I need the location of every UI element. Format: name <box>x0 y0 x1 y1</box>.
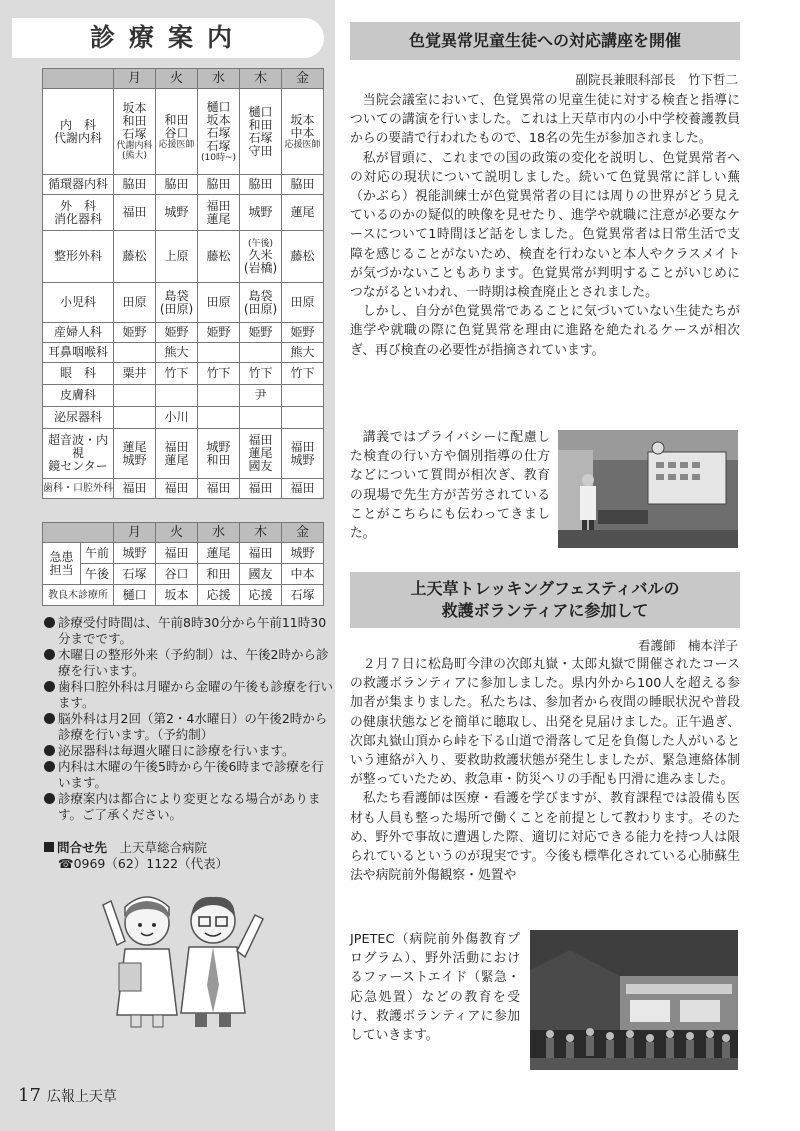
bullet-icon <box>44 713 55 724</box>
doctor-cell: 応援 <box>240 585 282 606</box>
doctor-cell <box>198 343 240 363</box>
article1-paragraph: 当院会議室において、色覚異常の児童生徒に対する検査と指導についての講演を行いました。これは上天草市内の小中学校養護教員からの要請で行われたもので、18名の先生が参加されました。 <box>350 93 741 147</box>
doctor-cell: 福田 <box>240 479 282 499</box>
doctor-cell: 蓮尾 城野 <box>114 429 156 479</box>
day-header: 月 <box>114 523 156 543</box>
doctor-cell: 福田 <box>114 195 156 231</box>
contact-phone: ☎0969（62）1122（代表） <box>58 856 229 871</box>
square-bullet-icon <box>44 842 54 852</box>
department-name: 耳鼻咽喉科 <box>43 343 114 363</box>
day-header: 木 <box>240 523 282 543</box>
schedule-row <box>43 363 324 385</box>
doctor-cell: 樋口 坂本 石塚 石塚 (10時~) <box>198 89 240 175</box>
article1-title: 色覚異常児童生徒への対応講座を開催 <box>350 22 740 60</box>
schedule-row <box>43 429 324 479</box>
doctor-cell: 姫野 <box>114 323 156 343</box>
doctor-cell: 福田 蓮尾 <box>198 195 240 231</box>
day-header: 金 <box>282 69 324 89</box>
emergency-pm-row <box>43 564 324 585</box>
training-row <box>43 585 324 606</box>
lecture-photo <box>558 430 738 548</box>
department-name: 皮膚科 <box>43 385 114 407</box>
emergency-header-row <box>43 523 324 543</box>
doctor-cell: 島袋 (田原) <box>156 283 198 323</box>
publication-name: 広報上天草 <box>46 1089 117 1105</box>
doctor-cell: 中本 <box>282 564 324 585</box>
doctor-cell: 応援 <box>198 585 240 606</box>
department-name: 歯科・口腔外科 <box>43 479 114 499</box>
doctor-cell: 福田 <box>156 543 198 564</box>
page-number: 17 <box>18 1085 41 1106</box>
doctor-cell: 城野 <box>282 543 324 564</box>
doctor-cell: 脇田 <box>114 175 156 195</box>
doctor-cell: 竹下 <box>198 363 240 385</box>
department-name: 眼 科 <box>43 363 114 385</box>
doctor-cell <box>114 343 156 363</box>
department-name: 産婦人科 <box>43 323 114 343</box>
doctor-cell: 田原 <box>282 283 324 323</box>
article1-author: 副院長兼眼科部長 竹下哲二 <box>575 72 738 87</box>
doctor-cell: 粟井 <box>114 363 156 385</box>
doctor-cell <box>114 385 156 407</box>
doctor-cell: 福田 城野 <box>282 429 324 479</box>
doctor-cell: 城野 <box>156 195 198 231</box>
department-name: 泌尿器科 <box>43 407 114 429</box>
doctor-cell: 熊大 <box>282 343 324 363</box>
doctor-cell <box>282 407 324 429</box>
contact-block <box>44 840 334 872</box>
doctor-cell: 蓮尾 <box>198 543 240 564</box>
doctor-cell: 福田 <box>198 479 240 499</box>
doctor-cell: 和田 <box>198 564 240 585</box>
training-label: 教良木診療所 <box>43 585 114 606</box>
article1-paragraph: しかし、自分が色覚異常であることに気づいていない生徒たちが進学や就職の際に色覚異常を理由に進路を絶たれるケースが相次ぎ、再び検査の必要性が指摘されています。 <box>350 304 740 358</box>
bullet-icon <box>44 617 55 628</box>
department-name: 外 科 消化器科 <box>43 195 114 231</box>
emergency-table <box>42 522 324 606</box>
day-header: 水 <box>198 523 240 543</box>
department-name: 小児科 <box>43 283 114 323</box>
day-header: 木 <box>240 69 282 89</box>
schedule-row <box>43 89 324 175</box>
doctor-cell: 坂本 和田 石塚 代謝内科 (熊大) <box>114 89 156 175</box>
article2-paragraph: ２月７日に松島町今津の次郎丸嶽・太郎丸嶽で開催されたコースの救護ボランティアに参加しました。県内外から100人を超える参加者が集まりました。私たちは、参加者から夜間の睡眠状況や普段の健康状態などを簡単に聴取し、出発を見届けました。正午過ぎ、次郎丸嶽山頂から峠を下る山道で滑落して足を負傷した人がいるという連絡が入り、要救助救護状態が発生しましたが、緊急連絡体制が整っていたため、救急車・防災ヘリの手配も円滑に進みました。 <box>350 657 741 788</box>
note-item: 診療受付時間は、午前8時30分から午前11時30分までです。 <box>44 615 334 647</box>
department-name: 超音波・内視 鏡センター <box>43 429 114 479</box>
doctor-cell <box>114 407 156 429</box>
article2-title: 上天草トレッキングフェスティバルの 救護ボランティアに参加して <box>350 572 740 628</box>
article2-tail: JPETEC（病院前外傷教育プログラム）、野外活動におけるファーストエイド（緊急・応急処置）などの教育を受け、救護ボランティアに参加していきます。 <box>350 932 520 1044</box>
doctor-cell: 城野 和田 <box>198 429 240 479</box>
department-name: 循環器内科 <box>43 175 114 195</box>
department-name: 内 科 代謝内科 <box>43 89 114 175</box>
doctor-cell: 田原 <box>198 283 240 323</box>
note-item: 泌尿器科は毎週火曜日に診療を行います。 <box>44 743 334 759</box>
schedule-row <box>43 407 324 429</box>
article1-paragraph: 私が冒頭に、これまでの国の政策の変化を説明し、色覚異常者への対応の現状について説明しました。続いて色覚異常に詳しい蕪（かぶら）視能訓練士が色覚異常者の目には周りの世界がどう見えているのかの疑似的映像を見せたり、進学や就職に注意が必要なケースについて1時間ほど話をしました。色覚異常者は日常生活で支障を感じることがないため、検査を行わないと本人やクラスメイトが気づかないこともあります。色覚異常が判明することがいじめにつながるといわれ、一時期は検査廃止とされました。 <box>350 150 740 301</box>
doctor-cell: 熊大 <box>156 343 198 363</box>
nurse-doctor-illustration <box>95 885 270 1030</box>
doctor-cell: 脇田 <box>198 175 240 195</box>
doctor-cell: 藤松 <box>198 231 240 283</box>
doctor-cell: 福田 <box>156 479 198 499</box>
doctor-cell: (午後) 久米 (岩橋) <box>240 231 282 283</box>
doctor-cell: 藤松 <box>114 231 156 283</box>
doctor-cell: 和田 谷口 応援医師 <box>156 89 198 175</box>
doctor-cell: 上原 <box>156 231 198 283</box>
note-item: 脳外科は月2回（第2・4水曜日）の午後2時から診療を行います。（予約制） <box>44 711 334 743</box>
contact-label: 問合せ先 <box>57 840 108 855</box>
doctor-cell: 谷口 <box>156 564 198 585</box>
doctor-cell: 藤松 <box>282 231 324 283</box>
day-header: 金 <box>282 523 324 543</box>
doctor-cell: 脇田 <box>156 175 198 195</box>
day-header: 火 <box>156 523 198 543</box>
doctor-cell: 福田 <box>114 479 156 499</box>
day-header: 水 <box>198 69 240 89</box>
doctor-cell <box>198 385 240 407</box>
doctor-cell: 石塚 <box>114 564 156 585</box>
bullet-icon <box>44 649 55 660</box>
doctor-cell: 脇田 <box>282 175 324 195</box>
doctor-cell: 城野 <box>114 543 156 564</box>
clinic-schedule-table <box>42 68 324 499</box>
schedule-row <box>43 385 324 407</box>
section-title: 診療案内 <box>12 18 324 58</box>
doctor-cell: 福田 <box>282 479 324 499</box>
doctor-cell: 福田 蓮尾 國友 <box>240 429 282 479</box>
am-label: 午前 <box>81 543 114 564</box>
doctor-cell: 國友 <box>240 564 282 585</box>
emergency-am-row <box>43 543 324 564</box>
emergency-corner <box>43 523 114 543</box>
doctor-cell <box>156 385 198 407</box>
note-item: 内科は木曜の午後5時から午後6時まで診療を行います。 <box>44 759 334 791</box>
day-header: 月 <box>114 69 156 89</box>
doctor-cell: 石塚 <box>282 585 324 606</box>
doctor-figure-icon <box>181 897 263 1027</box>
pm-label: 午後 <box>81 564 114 585</box>
article1-tail: 講義ではプライバシーに配慮した検査の行い方や個別指導の仕方などについて質問が相次ぎ、教育の現場で先生方が苦労されていることがこちらにも伝わってきました。 <box>350 430 550 542</box>
doctor-cell: 尹 <box>240 385 282 407</box>
bullet-icon <box>44 793 55 804</box>
doctor-cell: 樋口 和田 石塚 守田 <box>240 89 282 175</box>
doctor-cell: 竹下 <box>240 363 282 385</box>
day-header: 火 <box>156 69 198 89</box>
schedule-corner <box>43 69 114 89</box>
schedule-row <box>43 479 324 499</box>
note-item: 歯科口腔外科は月曜から金曜の午後も診療を行います。 <box>44 679 334 711</box>
department-name: 整形外科 <box>43 231 114 283</box>
contact-name: 上天草総合病院 <box>119 840 208 855</box>
bullet-icon <box>44 761 55 772</box>
doctor-cell: 樋口 <box>114 585 156 606</box>
doctor-cell: 福田 <box>240 543 282 564</box>
page-footer <box>18 1085 117 1106</box>
bullet-icon <box>44 681 55 692</box>
article1-body <box>350 91 740 360</box>
article2-author: 看護師 楠本洋子 <box>637 638 738 653</box>
schedule-column <box>0 0 335 1131</box>
doctor-cell: 蓮尾 <box>282 195 324 231</box>
article2-body <box>350 655 740 885</box>
schedule-row <box>43 283 324 323</box>
doctor-cell: 姫野 <box>198 323 240 343</box>
notes-list <box>44 615 334 823</box>
doctor-cell: 姫野 <box>240 323 282 343</box>
doctor-cell <box>240 407 282 429</box>
doctor-cell: 姫野 <box>156 323 198 343</box>
doctor-cell: 竹下 <box>156 363 198 385</box>
schedule-row <box>43 343 324 363</box>
doctor-cell <box>282 385 324 407</box>
bullet-icon <box>44 745 55 756</box>
article2-paragraph: 私たち看護師は医療・看護を学びますが、教育課程では設備も医材も人員も整った場所で働くことを前提として教わります。そのため、野外で事故に遭遇した際、適切に対応できる能力を持つ人は限られているというのが現実です。今後も標準化されている心肺蘇生法や病院前外傷観察・処置や <box>350 791 740 884</box>
doctor-cell <box>240 343 282 363</box>
schedule-row <box>43 175 324 195</box>
doctor-cell: 田原 <box>114 283 156 323</box>
schedule-header-row <box>43 69 324 89</box>
schedule-row <box>43 323 324 343</box>
volunteer-event-photo <box>530 930 738 1070</box>
doctor-cell: 小川 <box>156 407 198 429</box>
schedule-row <box>43 195 324 231</box>
note-item: 診療案内は都合により変更となる場合があります。ご了承ください。 <box>44 791 334 823</box>
emergency-group-label: 急患 担当 <box>43 543 81 585</box>
note-item: 木曜日の整形外来（予約制）は、午後2時から診療を行います。 <box>44 647 334 679</box>
schedule-row <box>43 231 324 283</box>
nurse-figure-icon <box>103 897 177 1027</box>
doctor-cell: 福田 蓮尾 <box>156 429 198 479</box>
doctor-cell <box>198 407 240 429</box>
doctor-cell: 坂本 中本 応援医師 <box>282 89 324 175</box>
doctor-cell: 姫野 <box>282 323 324 343</box>
doctor-cell: 坂本 <box>156 585 198 606</box>
doctor-cell: 島袋 (田原) <box>240 283 282 323</box>
doctor-cell: 脇田 <box>240 175 282 195</box>
doctor-cell: 竹下 <box>282 363 324 385</box>
doctor-cell: 城野 <box>240 195 282 231</box>
